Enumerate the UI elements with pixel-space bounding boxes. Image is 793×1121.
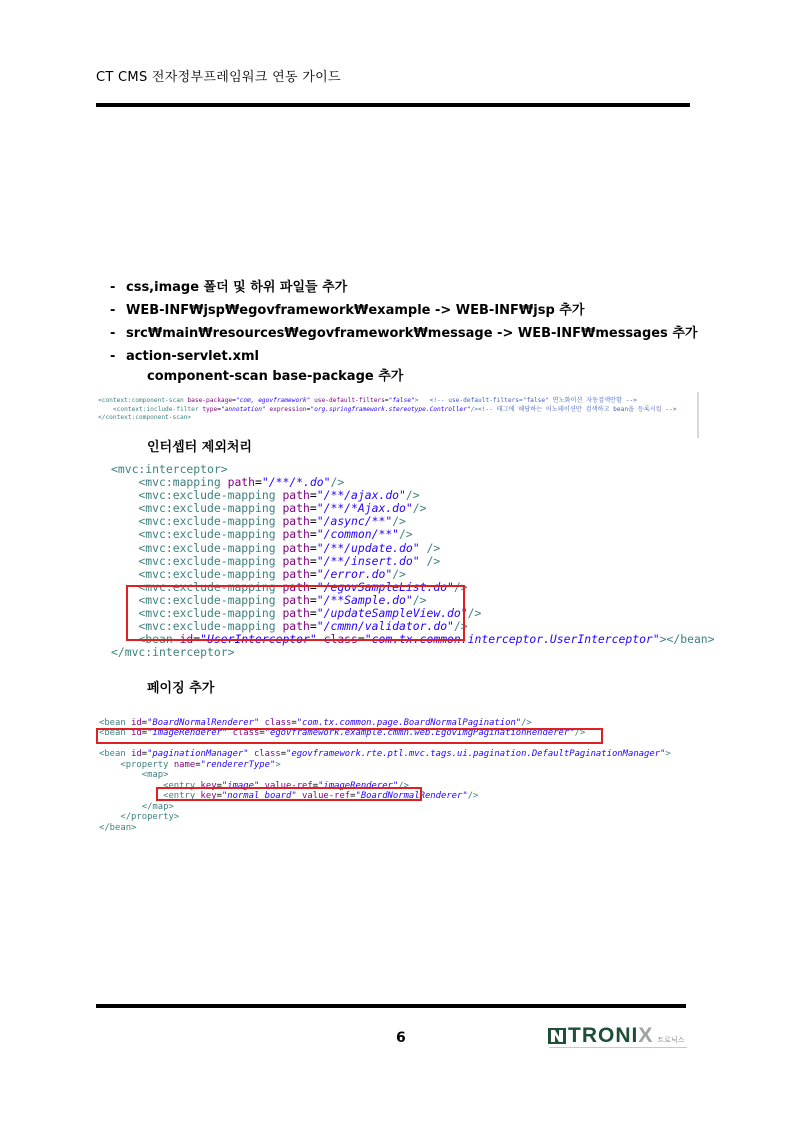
code-token: <entry xyxy=(99,791,201,802)
code-line xyxy=(99,760,671,770)
code-token: /> xyxy=(398,780,409,791)
code-token: = xyxy=(309,514,317,529)
code-line xyxy=(99,718,671,728)
code-token: /> xyxy=(399,527,413,542)
code-token: "org.springframework.stereotype.Controller" xyxy=(310,405,471,413)
code-token: "com.tx.common.interceptor.UserInterceptor" xyxy=(364,632,660,647)
code-line xyxy=(111,646,715,659)
code-token: "imageRenderer" xyxy=(147,728,228,739)
code-token: = xyxy=(309,527,317,542)
code-token: "image" xyxy=(221,780,260,791)
bullet-text: WEB-INF₩jsp₩egovframework₩example -> WEB-INF₩jsp 추가 xyxy=(126,303,585,318)
code-token: path xyxy=(282,553,310,568)
code-token: <!-- use-default-filters="false" 면노화이션 자동검색안함 --> xyxy=(418,397,637,404)
code-token: <mvc:exclude-mapping xyxy=(111,501,283,516)
code-token: "/**/update.do" xyxy=(316,540,420,555)
code-token: key xyxy=(200,791,217,802)
header-title: CT CMS 전자정부프레임워크 연동 가이드 xyxy=(96,70,341,85)
code-token: use-default-filters xyxy=(310,397,385,404)
code-token: value-ref xyxy=(259,780,313,791)
bullet-item xyxy=(110,299,697,322)
code-token: "egovframework.rte.ptl.mvc.tags.ui.pagination.DefaultPaginationManager" xyxy=(286,749,666,760)
code-token: /> xyxy=(392,566,406,581)
code-block-component-scan xyxy=(98,397,677,423)
code-token: path xyxy=(282,566,310,581)
code-token: = xyxy=(357,632,365,647)
code-token: <mvc:exclude-mapping xyxy=(111,527,283,542)
code-token: path xyxy=(282,540,310,555)
code-token: = xyxy=(141,718,148,728)
code-token: </mvc:interceptor> xyxy=(111,645,235,660)
code-token: = xyxy=(259,728,265,739)
code-token: ></bean> xyxy=(659,632,715,647)
code-token: = xyxy=(141,749,148,760)
code-token: /> xyxy=(405,488,420,503)
code-line xyxy=(99,749,671,759)
code-token: id xyxy=(179,632,194,647)
code-token: = xyxy=(291,718,297,728)
code-token: <mvc:exclude-mapping xyxy=(111,553,283,568)
code-token: <mvc:exclude-mapping xyxy=(111,514,283,529)
code-token: "/cmmn/validator.do" xyxy=(316,619,454,634)
bullet-text: action-servlet.xml xyxy=(126,349,259,364)
code-token: /> xyxy=(453,579,468,594)
code-token: /> xyxy=(453,619,468,634)
section-label-component-scan: component-scan base-package 추가 xyxy=(147,369,404,384)
bullet-dash: - xyxy=(110,326,116,341)
code-token: /> xyxy=(419,540,441,555)
code-token: path xyxy=(282,488,310,503)
code-token: path xyxy=(282,606,310,621)
code-token: class xyxy=(248,749,281,760)
code-token: = xyxy=(255,475,262,490)
bullet-list xyxy=(110,276,697,368)
code-token: id xyxy=(131,718,142,728)
code-token: <property xyxy=(99,759,174,770)
code-token: "false" xyxy=(388,397,415,404)
logo-underline xyxy=(549,1047,687,1048)
bullet-dash: - xyxy=(110,280,116,295)
code-token: <bean xyxy=(111,632,180,647)
code-token: </bean> xyxy=(99,822,137,833)
code-token: </context:component-scan> xyxy=(98,414,192,422)
code-token: /> xyxy=(392,514,406,529)
code-token: /> xyxy=(412,501,427,516)
code-token: "com, egovframework" xyxy=(235,397,311,404)
bullet-dash: - xyxy=(110,303,116,318)
code-line xyxy=(98,414,677,423)
code-token: <mvc:exclude-mapping xyxy=(111,566,283,581)
highlight-box-image-entry xyxy=(156,787,422,801)
code-token: "egovframework.example.cmmn.web.EgovImgPaginationRenderer" xyxy=(264,728,575,739)
code-token: = xyxy=(309,501,317,516)
code-token: = xyxy=(384,397,389,404)
code-token: /> xyxy=(470,405,479,413)
code-token: class xyxy=(259,718,292,728)
code-token: = xyxy=(309,606,317,621)
code-token: = xyxy=(309,488,317,503)
highlight-box-image-renderer xyxy=(96,728,603,744)
code-token: <context:component-scan xyxy=(98,397,188,404)
code-token: "/updateSampleView.do" xyxy=(316,606,468,621)
code-token: = xyxy=(309,579,317,594)
code-token: path xyxy=(282,619,310,634)
code-token: <bean xyxy=(99,718,132,728)
code-token: name xyxy=(173,759,196,770)
code-token: <entry xyxy=(99,780,201,791)
code-token: > xyxy=(665,749,671,760)
code-token: > xyxy=(414,397,419,404)
code-token: type xyxy=(202,405,218,413)
code-token: class xyxy=(227,728,260,739)
code-token: "BoardNormalRenderer" xyxy=(355,791,468,802)
bullet-text: src₩main₩resources₩egovframework₩message -> WEB-INF₩messages 추가 xyxy=(126,326,698,341)
code-token: "/egovSampleList.do" xyxy=(316,579,454,594)
code-token: id xyxy=(131,749,142,760)
code-token: = xyxy=(216,791,222,802)
code-token: id xyxy=(131,728,142,739)
code-token: /> xyxy=(419,553,441,568)
code-token: = xyxy=(141,728,148,739)
code-token: base-package xyxy=(187,397,233,404)
code-token: path xyxy=(282,592,310,607)
code-token: <context:include-filter xyxy=(98,405,203,413)
code-token: </property> xyxy=(99,812,180,823)
code-token: "com.tx.common.page.BoardNormalPagination" xyxy=(296,718,522,728)
code-token: "/**/*Ajax.do" xyxy=(316,501,413,516)
code-token: path xyxy=(282,501,310,516)
code-token: > xyxy=(275,759,281,770)
code-token: = xyxy=(195,759,201,770)
code-token: </map> xyxy=(99,801,174,812)
code-token: path xyxy=(227,475,256,490)
code-token: <bean xyxy=(99,749,132,760)
code-token: <mvc:exclude-mapping xyxy=(111,579,283,594)
code-token: <mvc:exclude-mapping xyxy=(111,606,283,621)
code-token: "BoardNormalRenderer" xyxy=(147,718,260,728)
code-token: <!-- 태그에 해당하는 어노테이션만 검색하고 bean을 등록시킴 --> xyxy=(478,405,677,413)
section-label-paging: 페이징 추가 xyxy=(147,681,215,696)
code-token: <map> xyxy=(99,770,169,781)
code-token: /> xyxy=(574,728,586,739)
code-token: "/**/ajax.do" xyxy=(316,488,406,503)
code-token: = xyxy=(217,405,221,413)
bullet-item xyxy=(110,322,697,345)
code-line xyxy=(98,397,677,406)
highlight-box-exclude-mappings xyxy=(126,585,465,641)
code-token: "/**Sample.do" xyxy=(316,592,413,607)
logo-subtext: 트로닉스 xyxy=(657,1036,685,1044)
code-token: "/async/**" xyxy=(316,514,393,529)
section-label-interceptor: 인터셉터 제외처리 xyxy=(147,440,252,455)
code-line xyxy=(98,406,677,415)
code-block-edge xyxy=(697,392,699,438)
footer-rule xyxy=(96,1004,686,1008)
code-token: "/common/**" xyxy=(316,527,400,542)
code-token: <mvc:mapping xyxy=(111,475,228,490)
code-token: <mvc:exclude-mapping xyxy=(111,592,283,607)
code-token: path xyxy=(282,527,310,542)
code-token: path xyxy=(282,579,310,594)
code-token: /> xyxy=(521,718,532,728)
code-token: = xyxy=(280,749,287,760)
code-token: <bean xyxy=(99,728,132,739)
code-token: "/error.do" xyxy=(316,566,393,581)
code-token: "paginationManager" xyxy=(147,749,249,760)
code-token: = xyxy=(309,592,317,607)
code-token: "normal_board" xyxy=(221,791,297,802)
code-token: expression xyxy=(265,405,307,413)
code-token: = xyxy=(306,405,311,413)
code-token: key xyxy=(200,780,217,791)
code-token: "annotation" xyxy=(220,405,266,413)
page-number: 6 xyxy=(396,1030,406,1046)
bullet-text: css,image 폴더 및 하위 파일들 추가 xyxy=(126,280,348,295)
code-line xyxy=(99,770,671,780)
code-token: = xyxy=(309,553,317,568)
code-token: = xyxy=(312,780,319,791)
code-token: <mvc:exclude-mapping xyxy=(111,540,283,555)
code-token: value-ref xyxy=(296,791,351,802)
code-line xyxy=(99,812,671,822)
logo-wordmark: TRONIX xyxy=(568,1024,654,1047)
code-token: "/**/insert.do" xyxy=(316,553,420,568)
code-token: = xyxy=(232,397,236,404)
code-line xyxy=(99,823,671,833)
code-token: <mvc:interceptor> xyxy=(111,462,228,476)
code-token: <mvc:exclude-mapping xyxy=(111,619,283,634)
code-token: "rendererType" xyxy=(200,759,276,770)
code-token: = xyxy=(216,780,222,791)
code-token: "UserInterceptor" xyxy=(200,632,317,647)
bullet-dash: - xyxy=(110,349,116,364)
code-token: = xyxy=(309,619,317,634)
code-token: /> xyxy=(467,791,479,802)
code-token: /> xyxy=(467,606,482,621)
logo-n-icon xyxy=(548,1027,566,1045)
header-rule xyxy=(96,103,690,107)
code-line xyxy=(99,802,671,812)
code-token: "/**/*.do" xyxy=(261,475,331,490)
code-token: = xyxy=(309,566,317,581)
code-token: <mvc:exclude-mapping xyxy=(111,488,283,503)
bullet-item xyxy=(110,276,697,299)
code-token: = xyxy=(193,632,201,647)
code-token: /> xyxy=(412,592,427,607)
code-token: path xyxy=(282,514,310,529)
code-token: /> xyxy=(330,475,345,490)
code-token: "imageRenderer" xyxy=(318,780,399,791)
code-token: = xyxy=(350,791,356,802)
code-token: class xyxy=(316,632,358,647)
code-token: = xyxy=(309,540,317,555)
